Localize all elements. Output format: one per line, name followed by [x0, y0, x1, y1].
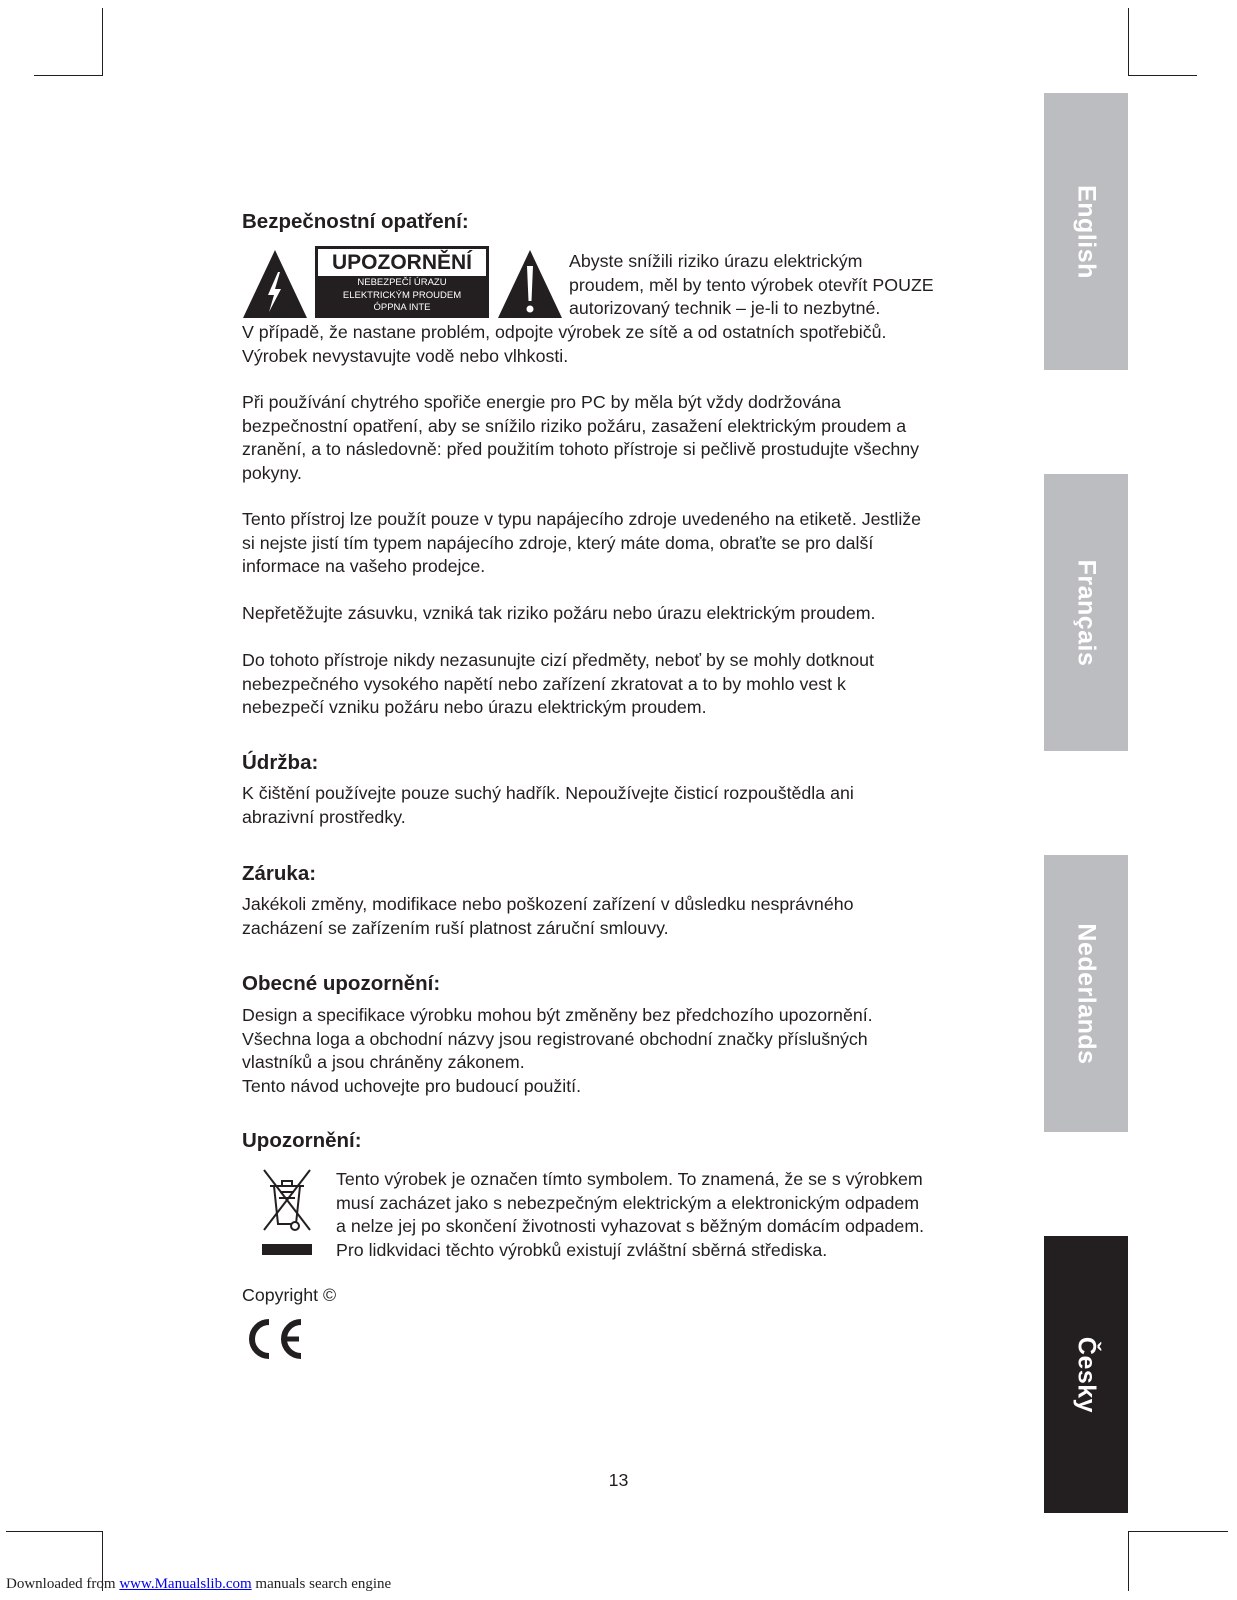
- text-line: Tento návod uchovejte pro budoucí použití.: [242, 1075, 582, 1096]
- text-line: K čištění používejte pouze suchý hadřík. Nepoužívejte čisticí rozpouštědla ani: [242, 783, 854, 803]
- general-heading: Obecné upozornění:: [242, 972, 441, 995]
- text-line: Tento přístroj lze použít pouze v typu napájecího zdroje uvedeného na etiketě. Jestliže: [242, 509, 922, 529]
- crop-mark: [1128, 75, 1197, 76]
- tab-english[interactable]: [1044, 93, 1128, 370]
- crop-mark: [102, 8, 103, 76]
- text-line: Do tohoto přístroje nikdy nezasunujte cizí předměty, neboť by se mohly dotknout: [242, 650, 874, 670]
- text-line: nebezpečí vzniku požáru nebo úrazu elektrickým proudem.: [242, 697, 707, 718]
- safety-paragraph: [242, 391, 998, 485]
- page-number: 13: [608, 1470, 629, 1490]
- text-line: Výrobek nevystavujte vodě nebo vlhkosti.: [242, 345, 569, 366]
- tab-label: English: [1072, 184, 1101, 279]
- warning-label-title: UPOZORNĚNÍ: [318, 249, 486, 276]
- exclamation-warning-icon: [496, 248, 564, 320]
- text-line: proudem, měl by tento výrobek otevřít POUZE: [569, 274, 934, 295]
- text-line: Tento výrobek je označen tímto symbolem. To znamená, že se s výrobkem: [336, 1169, 923, 1189]
- safety-continuation: [242, 321, 998, 368]
- copyright: Copyright ©: [242, 1285, 337, 1305]
- safety-heading: Bezpečnostní opatření:: [242, 210, 469, 233]
- safety-paragraph: [242, 602, 998, 626]
- safety-paragraph: [242, 508, 998, 579]
- text-line: Jakékoli změny, modifikace nebo poškození zařízení v důsledku nesprávného: [242, 894, 854, 914]
- text-line: zranění, a to následovně: před použitím tohoto přístroje si pečlivě prostudujte všechny: [242, 439, 920, 460]
- tab-label: Nederlands: [1072, 922, 1101, 1065]
- tab-label: Česky: [1072, 1336, 1101, 1413]
- notice-text: [336, 1168, 924, 1262]
- text-line: abrazivní prostředky.: [242, 806, 406, 827]
- crop-mark: [6, 1531, 103, 1532]
- warning-label: [315, 246, 489, 318]
- text-line: informace na vašeho prodejce.: [242, 556, 486, 577]
- warning-label-line: ELEKTRICKÝM PROUDEM: [342, 289, 462, 301]
- tab-nederlands[interactable]: [1044, 855, 1128, 1132]
- tab-francais[interactable]: [1044, 474, 1128, 751]
- footer-link[interactable]: www.Manualslib.com: [119, 1576, 252, 1592]
- text-line: si nejste jistí tím typem napájecího zdroje, který máte doma, obraťte se pro další: [242, 532, 874, 553]
- footer-suffix: manuals search engine: [251, 1576, 392, 1592]
- text-line: pokyny.: [242, 462, 302, 483]
- text-line: Abyste snížili riziko úrazu elektrickým: [569, 251, 863, 271]
- maintenance-heading: Údržba:: [242, 751, 319, 774]
- footer-prefix: Downloaded from: [6, 1576, 120, 1592]
- safety-intro: [569, 250, 934, 321]
- warranty-text: [242, 893, 998, 940]
- ce-mark-icon: [241, 1316, 305, 1362]
- text-line: vlastníků a jsou chráněny zákonem.: [242, 1052, 525, 1073]
- crop-mark: [34, 75, 103, 76]
- warning-label-line: NEBEZPEČÍ ÚRAZU: [357, 277, 447, 288]
- crop-mark: [1128, 8, 1129, 76]
- warranty-heading: Záruka:: [242, 862, 317, 885]
- text-line: zacházení se zařízením ruší platnost záruční smlouvy.: [242, 917, 669, 938]
- tab-label: Français: [1072, 559, 1101, 666]
- text-line: bezpečnostní opatření, aby se snížilo riziko požáru, zasažení elektrickým proudem a: [242, 415, 907, 436]
- text-line: Pro lidkvidaci těchto výrobků existují zvláštní sběrná střediska.: [336, 1239, 828, 1260]
- maintenance-text: [242, 782, 998, 829]
- general-text: [242, 1004, 998, 1098]
- text-line: Všechna loga a obchodní názvy jsou registrované obchodní značky příslušných: [242, 1028, 868, 1049]
- lightning-warning-icon: [241, 248, 309, 320]
- warning-label-line: ÓPPNA INTE: [373, 302, 431, 313]
- text-line: nebezpečného vysokého napětí nebo zařízení zkratovat a to by mohlo vest k: [242, 673, 846, 694]
- text-line: Design a specifikace výrobku mohou být změněny bez předchozího upozornění.: [242, 1005, 873, 1025]
- crop-mark: [1128, 1531, 1228, 1532]
- text-line: V případě, že nastane problém, odpojte výrobek ze sítě a od ostatních spotřebičů.: [242, 322, 887, 342]
- text-line: a nelze jej po skončení životnosti vyhazovat s běžným domácím odpadem.: [336, 1216, 925, 1237]
- text-line: Při používání chytrého spořiče energie pro PC by měla být vždy dodržována: [242, 392, 841, 412]
- safety-paragraph: [242, 649, 998, 720]
- crossed-bin-icon: [258, 1168, 316, 1258]
- download-footer: [6, 1576, 391, 1593]
- text-line: Nepřetěžujte zásuvku, vzniká tak riziko požáru nebo úrazu elektrickým proudem.: [242, 603, 876, 623]
- text-line: musí zacházet jako s nebezpečným elektrickým a elektronickým odpadem: [336, 1192, 920, 1213]
- crop-mark: [1128, 1531, 1129, 1591]
- notice-heading: Upozornění:: [242, 1129, 362, 1152]
- text-line: autorizovaný technik – je-li to nezbytné.: [569, 298, 881, 319]
